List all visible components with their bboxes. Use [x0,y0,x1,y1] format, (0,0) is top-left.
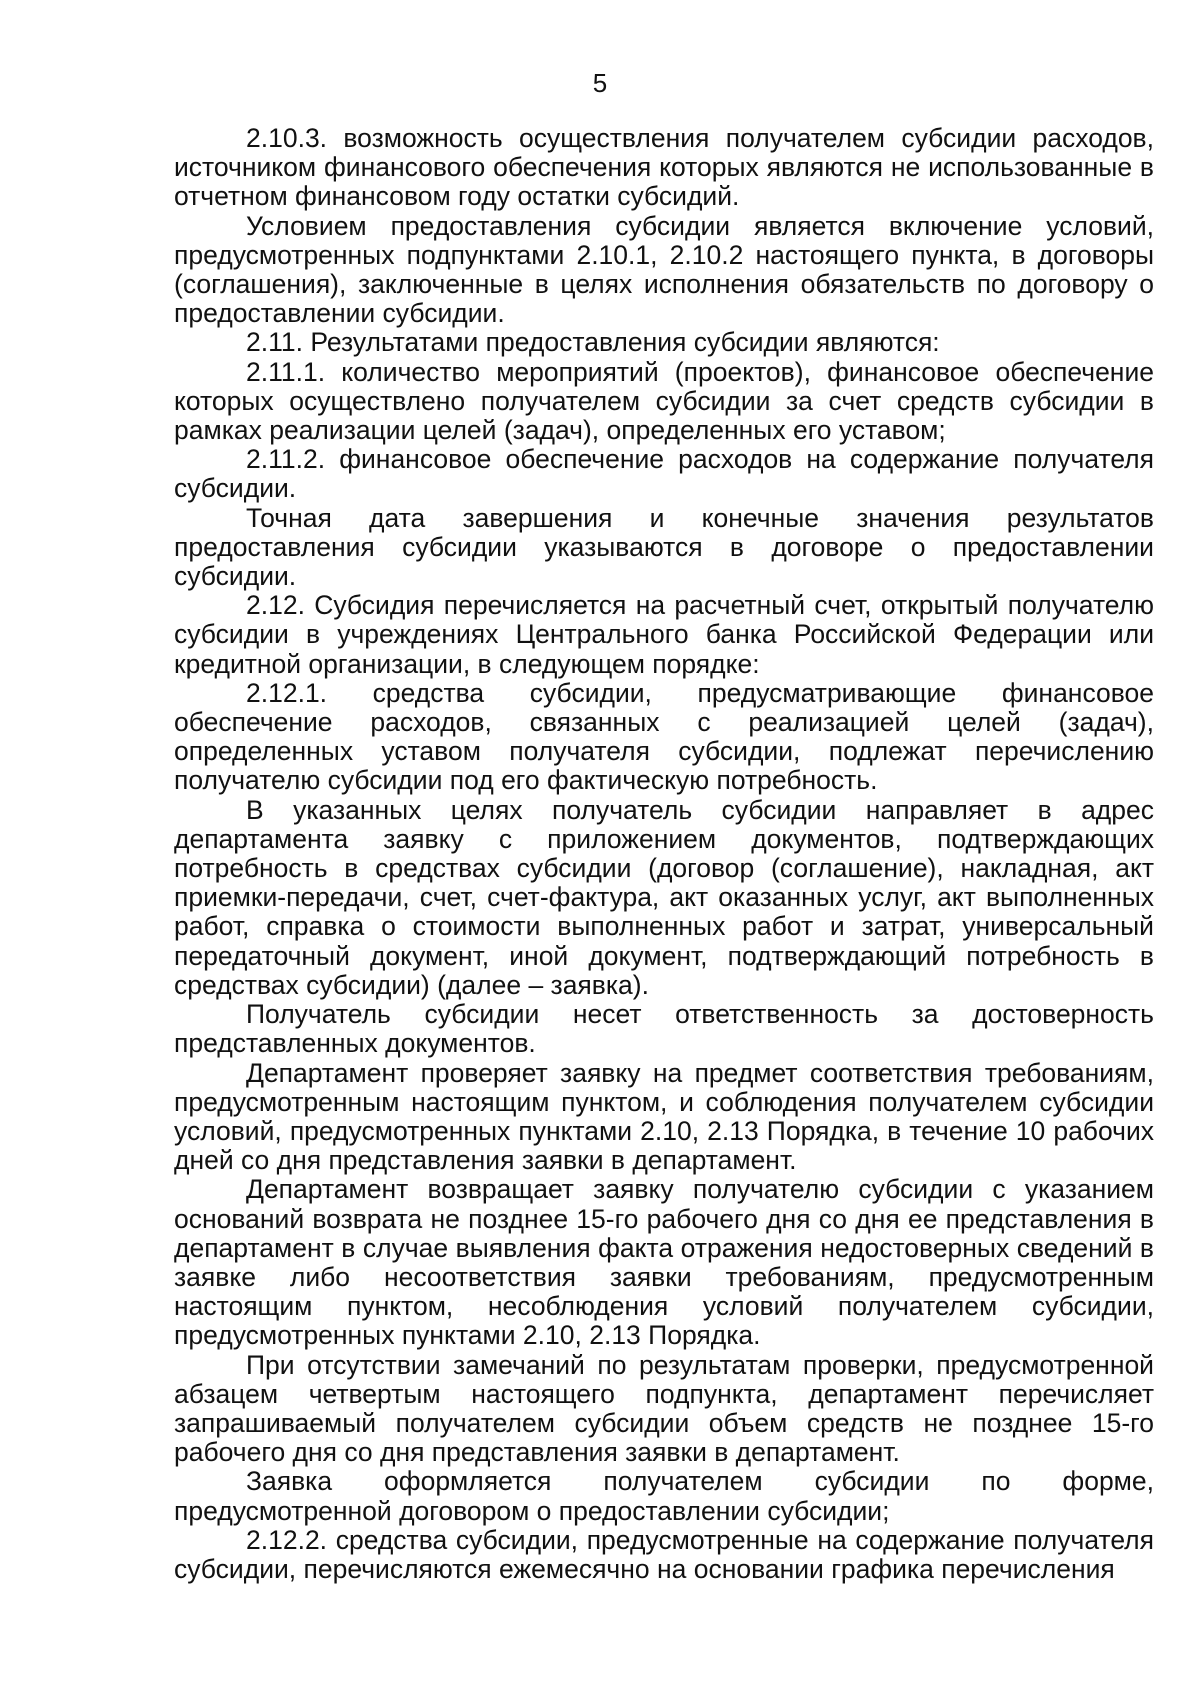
paragraph-2-11-1: 2.11.1. количество мероприятий (проектов), финансовое обеспечение которых осуществлено получателем субсидии за счет средств субсидии в рамках реализации целей (задач), определенных его уставом; [174,356,1154,446]
document-body [174,124,1154,1584]
paragraph-2-12-1: 2.12.1. средства субсидии, предусматривающие финансовое обеспечение расходов, связанных с реализацией целей (задач), определенных уставом получателя субсидии, подлежат перечислению получателю субсидии под его фактическую потребность. [174,677,1154,796]
paragraph-condition: Условием предоставления субсидии является включение условий, предусмотренных подпунктами 2.10.1, 2.10.2 настоящего пункта, в договоры (соглашения), заключенные в целях исполнения обязательств по договору о предоставлении субсидии. [174,210,1154,329]
paragraph-2-11-2: 2.11.2. финансовое обеспечение расходов на содержание получателя субсидии. [174,444,1154,504]
paragraph-2-12: 2.12. Субсидия перечисляется на расчетный счет, открытый получателю субсидии в учреждениях Центрального банка Российской Федерации или кредитной организации, в следующем порядке: [174,590,1154,679]
page-number: 5 [592,68,608,98]
paragraph-2-12-2: 2.12.2. средства субсидии, предусмотренные на содержание получателя субсидии, перечисляются ежемесячно на основании графика перечисления [174,1524,1154,1584]
paragraph-exact-date: Точная дата завершения и конечные значения результатов предоставления субсидии указываются в договоре о предоставлении субсидии. [174,502,1154,592]
paragraph-application: В указанных целях получатель субсидии направляет в адрес департамента заявку с приложением документов, подтверждающих потребность в средствах субсидии (договор (соглашение), накладная, акт приемки-передачи, счет, счет-фактура, акт оказанных услуг, акт выполненных работ, справка о стоимости выполненных работ и затрат, универсальный передаточный документ, иной документ, подтверждающий потребность в средствах субсидии) (далее – заявка). [174,794,1154,1000]
paragraph-department-return: Департамент возвращает заявку получателю субсидии с указанием оснований возврата не позднее 15-го рабочего дня со дня ее представления в департамент в случае выявления факта отражения недостоверных сведений в заявке либо несоответствия заявки требованиям, предусмотренным настоящим пунктом, несоблюдения условий получателем субсидии, предусмотренных пунктами 2.10, 2.13 Порядка. [174,1174,1154,1351]
paragraph-department-check: Департамент проверяет заявку на предмет соответствия требованиям, предусмотренным настоящим пунктом, и соблюдения получателем субсидии условий, предусмотренных пунктами 2.10, 2.13 Порядка, в течение 10 рабочих дней со дня представления заявки в департамент. [174,1057,1154,1176]
paragraph-application-form: Заявка оформляется получателем субсидии по форме, предусмотренной договором о предоставлении субсидии; [174,1466,1154,1526]
paragraph-2-11: 2.11. Результатами предоставления субсидии являются: [246,327,940,358]
paragraph-responsibility: Получатель субсидии несет ответственность за достоверность представленных документов. [174,999,1154,1059]
paragraph-no-remarks: При отсутствии замечаний по результатам проверки, предусмотренной абзацем четвертым настоящего подпункта, департамент перечисляет запрашиваемый получателем субсидии объем средств не позднее 15-го рабочего дня со дня представления заявки в департамент. [174,1349,1154,1468]
paragraph-2-10-3: 2.10.3. возможность осуществления получателем субсидии расходов, источником финансового обеспечения которых являются не использованные в отчетном финансовом году остатки субсидий. [174,123,1154,212]
